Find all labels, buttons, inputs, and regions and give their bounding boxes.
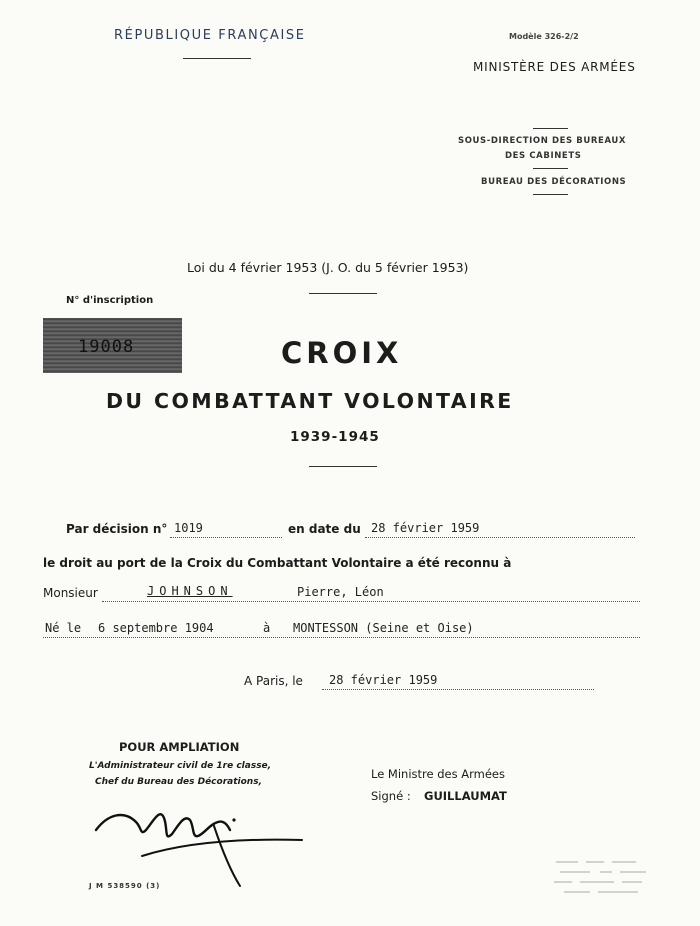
- signing-place-label: A Paris, le: [244, 674, 303, 688]
- republic-heading: RÉPUBLIQUE FRANÇAISE: [114, 28, 306, 43]
- divider: [309, 293, 377, 294]
- recognition-text: le droit au port de la Croix du Combattant Volontaire a été reconnu à: [43, 556, 512, 570]
- decision-date: 28 février 1959: [371, 521, 480, 535]
- subdivision-line-1: SOUS-DIRECTION DES BUREAUX: [458, 136, 627, 146]
- birth-place-label: à: [263, 621, 271, 635]
- fill-line: [170, 537, 282, 538]
- signature-image: [90, 800, 310, 895]
- decision-number: 1019: [174, 521, 203, 535]
- ampliation-line-1: L'Administrateur civil de 1re classe,: [89, 761, 272, 771]
- divider: [183, 58, 251, 59]
- signing-date: 28 février 1959: [329, 673, 438, 687]
- title-prefix: Monsieur: [43, 586, 98, 600]
- law-reference: Loi du 4 février 1953 (J. O. du 5 février 1953): [187, 260, 469, 275]
- fill-line: [365, 537, 635, 538]
- model-reference: Modèle 326-2/2: [509, 32, 579, 41]
- certificate-years: 1939-1945: [290, 429, 380, 445]
- certificate-subtitle: DU COMBATTANT VOLONTAIRE: [106, 389, 514, 413]
- minister-line: Le Ministre des Armées: [371, 767, 506, 781]
- registration-label: N° d'inscription: [66, 295, 154, 306]
- decision-date-label: en date du: [288, 522, 361, 536]
- divider: [533, 194, 568, 195]
- registration-number: 19008: [78, 337, 135, 357]
- fill-line: [102, 601, 640, 602]
- subdivision-line-2: DES CABINETS: [505, 151, 582, 161]
- birth-label: Né le: [45, 621, 82, 635]
- print-code: J M 538590 (3): [89, 882, 161, 890]
- bureau-heading: BUREAU DES DÉCORATIONS: [481, 177, 627, 187]
- divider: [533, 128, 568, 129]
- fill-line: [322, 689, 594, 690]
- surname: JOHNSON: [147, 584, 233, 598]
- ampliation-title: POUR AMPLIATION: [119, 740, 240, 754]
- stamp-marks: [550, 852, 660, 902]
- divider: [309, 466, 377, 467]
- minister-name: GUILLAUMAT: [424, 789, 507, 803]
- birth-date: 6 septembre 1904: [98, 621, 214, 635]
- divider: [533, 168, 568, 169]
- fill-line: [43, 637, 640, 638]
- ampliation-line-2: Chef du Bureau des Décorations,: [95, 777, 262, 787]
- ministry-heading: MINISTÈRE DES ARMÉES: [473, 60, 636, 74]
- decision-prefix: Par décision n°: [66, 522, 168, 536]
- certificate-title: CROIX: [281, 336, 403, 370]
- birth-place: MONTESSON (Seine et Oise): [293, 621, 474, 635]
- given-names: Pierre, Léon: [297, 585, 384, 599]
- signed-label: Signé :: [371, 789, 411, 803]
